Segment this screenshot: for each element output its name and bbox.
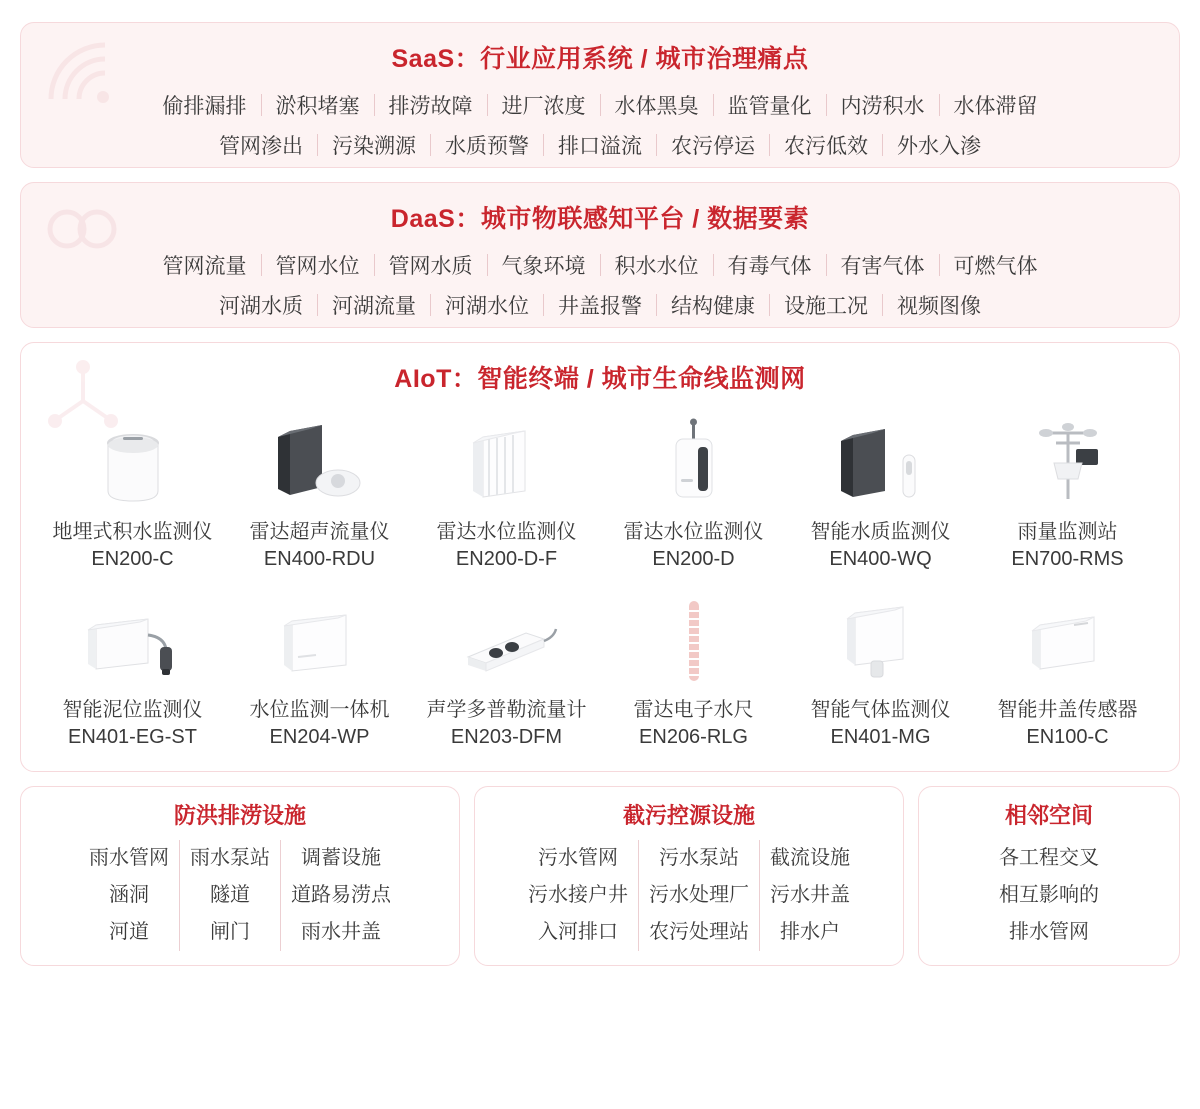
- flat-panel-icon: [272, 595, 368, 687]
- aiot-title: AIoT：智能终端 / 城市生命线监测网: [394, 365, 806, 393]
- chip: 有害气体: [840, 255, 925, 278]
- saas-row-2: [21, 127, 1179, 167]
- item: 污水井盖: [770, 884, 850, 906]
- item: 雨水井盖: [301, 921, 381, 943]
- item: 雨水管网: [89, 847, 169, 869]
- chip: 河湖水质: [219, 295, 303, 318]
- facility-boxes: [20, 786, 1180, 966]
- chip: 淤积堵塞: [275, 95, 360, 118]
- device-model: EN200-C: [91, 548, 174, 570]
- device-card[interactable]: [413, 411, 600, 583]
- box-title: 截污控源设施: [622, 803, 755, 828]
- chip: 管网水质: [388, 255, 473, 278]
- item: 相互影响的: [999, 884, 1099, 906]
- device-card[interactable]: [600, 411, 787, 583]
- chip: 结构健康: [671, 295, 755, 318]
- device-card[interactable]: [39, 589, 226, 761]
- chip: 可燃气体: [953, 255, 1038, 278]
- item: 各工程交叉: [999, 847, 1099, 869]
- box-column: [638, 840, 759, 951]
- device-model: EN200-D: [652, 548, 735, 570]
- chip: 设施工况: [784, 295, 868, 318]
- chip: 管网流量: [162, 255, 247, 278]
- box-with-disc-icon: [270, 417, 370, 509]
- device-name: 雷达电子水尺: [633, 699, 754, 721]
- device-model: EN400-RDU: [263, 548, 376, 570]
- device-model: EN204-WP: [269, 726, 370, 748]
- chip: 农污停运: [671, 135, 755, 158]
- item: 隧道: [210, 884, 250, 906]
- chip: 进厂浓度: [501, 95, 586, 118]
- device-card[interactable]: [226, 589, 413, 761]
- pollution-control-box: [474, 786, 904, 966]
- item: 涵洞: [109, 884, 149, 906]
- device-model: EN206-RLG: [639, 726, 748, 748]
- daas-panel: [20, 182, 1180, 328]
- device-model: EN400-WQ: [829, 548, 932, 570]
- device-card[interactable]: [226, 411, 413, 583]
- chip: 外水入渗: [897, 135, 981, 158]
- chip: 视频图像: [897, 295, 981, 318]
- panel-with-cable-icon: [78, 595, 188, 687]
- item: 闸门: [210, 921, 250, 943]
- device-card[interactable]: [787, 411, 974, 583]
- saas-row-1: [21, 87, 1179, 127]
- device-card[interactable]: [974, 589, 1161, 761]
- chip: 排涝故障: [388, 95, 473, 118]
- item: 截流设施: [770, 847, 850, 869]
- device-name: 地埋式积水监测仪: [52, 521, 213, 543]
- chip: 监管量化: [727, 95, 812, 118]
- item: 入河排口: [538, 921, 618, 943]
- item: 污水接户井: [528, 884, 628, 906]
- chip: 管网渗出: [219, 135, 303, 158]
- chip: 水体黑臭: [614, 95, 699, 118]
- device-card[interactable]: [974, 411, 1161, 583]
- item: 排水户: [780, 921, 840, 943]
- tall-antenna-box-icon: [654, 417, 734, 509]
- device-name: 智能水质监测仪: [810, 521, 951, 543]
- item: 调蓄设施: [301, 847, 381, 869]
- item: 道路易涝点: [291, 884, 391, 906]
- device-card[interactable]: [413, 589, 600, 761]
- chip: 河湖水位: [445, 295, 529, 318]
- chip: 水体滞留: [953, 95, 1038, 118]
- chip: 内涝积水: [840, 95, 925, 118]
- device-grid: [21, 407, 1179, 771]
- box-column: [79, 840, 179, 951]
- daas-row-1: [21, 247, 1179, 287]
- item: 污水处理厂: [649, 884, 749, 906]
- box-title: 防洪排涝设施: [173, 803, 306, 828]
- device-model: EN100-C: [1026, 726, 1109, 748]
- weather-station-icon: [1020, 417, 1116, 509]
- device-card[interactable]: [600, 589, 787, 761]
- cylinder-sensor-icon: [90, 417, 176, 509]
- item: 雨水泵站: [190, 847, 270, 869]
- aiot-panel: [20, 342, 1180, 772]
- chip: 偷排漏排: [162, 95, 247, 118]
- adjacent-space-box: [918, 786, 1180, 966]
- device-name: 智能泥位监测仪: [62, 699, 203, 721]
- box-column: [280, 840, 401, 951]
- chip: 排口溢流: [558, 135, 642, 158]
- device-model: EN401-MG: [830, 726, 931, 748]
- device-card[interactable]: [39, 411, 226, 583]
- ribbed-box-icon: [459, 417, 555, 509]
- device-model: EN401-EG-ST: [68, 726, 197, 748]
- daas-row-2: [21, 287, 1179, 327]
- flood-control-box: [20, 786, 460, 966]
- doppler-bar-icon: [452, 595, 562, 687]
- manhole-sensor-icon: [1020, 595, 1116, 687]
- device-name: 雷达超声流量仪: [249, 521, 390, 543]
- box-title: 相邻空间: [1004, 803, 1093, 828]
- chip: 河湖流量: [332, 295, 416, 318]
- chip: 农污低效: [784, 135, 868, 158]
- chip: 井盖报警: [558, 295, 642, 318]
- daas-title: DaaS：城市物联感知平台 / 数据要素: [390, 205, 810, 233]
- chip: 管网水位: [275, 255, 360, 278]
- device-name: 雨量监测站: [1017, 521, 1118, 543]
- device-name: 智能井盖传感器: [997, 699, 1138, 721]
- chip: 积水水位: [614, 255, 699, 278]
- device-model: EN203-DFM: [450, 726, 563, 748]
- chip: 污染溯源: [332, 135, 416, 158]
- saas-panel: [20, 22, 1180, 168]
- chip: 水质预警: [445, 135, 529, 158]
- item: 河道: [109, 921, 149, 943]
- item: 排水管网: [1009, 921, 1089, 943]
- device-name: 声学多普勒流量计: [426, 699, 587, 721]
- device-name: 雷达水位监测仪: [623, 521, 764, 543]
- box-column: [518, 840, 638, 951]
- box-column: [179, 840, 280, 951]
- device-name: 水位监测一体机: [249, 699, 390, 721]
- device-model: EN200-D-F: [455, 548, 558, 570]
- item: 农污处理站: [649, 921, 749, 943]
- gas-box-icon: [833, 595, 929, 687]
- item: 污水管网: [538, 847, 618, 869]
- saas-title: SaaS：行业应用系统 / 城市治理痛点: [391, 45, 809, 73]
- device-card[interactable]: [787, 589, 974, 761]
- vertical-ruler-icon: [674, 595, 714, 687]
- box-column: [759, 840, 860, 951]
- device-name: 智能气体监测仪: [810, 699, 951, 721]
- dark-box-probe-icon: [831, 417, 931, 509]
- chip: 有毒气体: [727, 255, 812, 278]
- item: 污水泵站: [659, 847, 739, 869]
- chip: 气象环境: [501, 255, 586, 278]
- device-model: EN700-RMS: [1011, 548, 1124, 570]
- device-name: 雷达水位监测仪: [436, 521, 577, 543]
